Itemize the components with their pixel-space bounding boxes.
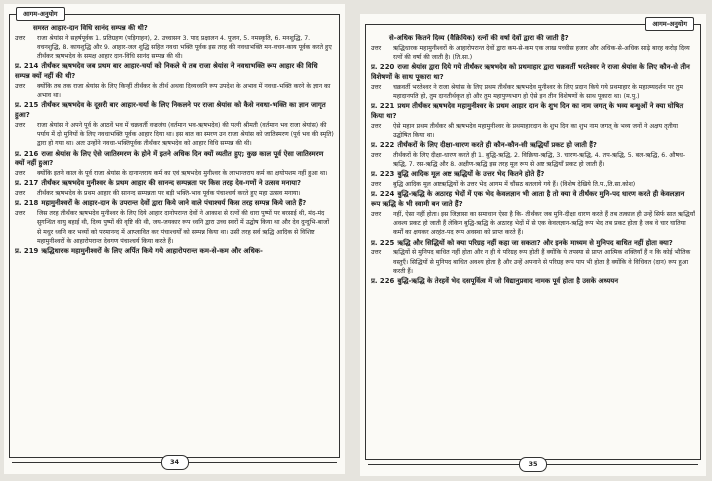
answer-label: उत्तर [371, 249, 382, 257]
question-text: राजा श्रेयांस के लिए ऐसे जातिस्मरण के होने में इतने अधिक दिन क्यों व्यतीत हुए; कुछ काल पूर्व ऐसा जातिस्मरण क्यों नहीं हुआ? [15, 149, 324, 168]
question-number: प्र. 219 [15, 247, 39, 256]
question-text: बुद्धि-ऋद्धि के तेरहवें भेद दसपूर्वित्व में जो विद्यानुप्रवाद नामक पूर्व होता है उसके अध्ययन [397, 277, 619, 286]
question [15, 179, 334, 189]
answer-label: उत्तर [15, 170, 26, 178]
answer-text: बुद्धि आदिक मूल अष्टऋद्धियों के उत्तर भेद आगम में चौंसठ बतलाये गये हैं। (विशेष देखिये ति.प.,ति.सा.कोश) [393, 181, 636, 189]
question-number: प्र. 218 [15, 199, 39, 208]
answer-text: क्योंकि इतने काल के पूर्व राजा श्रेयांस के दानान्तराय कर्म का एवं ऋषभदेव मुनीश्वर के लाभान्तराय कर्म का क्षयोपशम नहीं हुआ था। [37, 170, 328, 178]
answer [15, 189, 334, 198]
answer-label: उत्तर [371, 83, 382, 91]
question-number: प्र. 223 [371, 170, 395, 179]
page-header-tab: आगम-अनुयोग [16, 7, 65, 21]
answer-text: राजा श्रेयांस ने सहर्षपूर्वक 1. प्रतिग्रहण (पड़िगाहन), 2. उच्चासन 3. पाद प्रक्षालन 4. पूजन, 5. नमस्कृति, 6. मनशुद्धि, 7. वचनशुद्धि, 8. कायशुद्धि और 9. आहार-जल शुद्धि सहित नवधा भक्ति पूर्वक इस तरह की नवधाभक्ति मन-वचन-काय पूर्वक करते हुए तीर्थंकर ऋषभदेव के समक्ष आहार दान-विधि सानंद सम्पन्न की थी। [37, 34, 332, 61]
question-number: प्र. 222 [371, 141, 395, 150]
question [371, 141, 695, 151]
answer-label: उत्तर [371, 44, 382, 52]
page-content [371, 34, 695, 452]
question-text: तीर्थंकर ऋषभदेव जब प्रथम बार आहार-चर्या को निकले थे तब राजा श्रेयांस ने नवधाभक्ति रूप आहार की विधि सम्पन्न क्यों नहीं की थी? [15, 62, 318, 81]
qa-list [371, 44, 695, 287]
question-text: राजा श्रेयांस द्वारा दिये गये तीर्थंकर ऋषभदेव को प्रथमाहार द्वारा चक्रवर्ती भरतेश्वर ने राजा श्रेयांस के लिए कौन-से तीन विशेषणों के साथ पूकारा था? [371, 63, 690, 81]
question-number: प्र. 214 [15, 62, 39, 71]
answer-label: उत्तर [15, 83, 26, 90]
qa-list [15, 34, 334, 257]
continued-question: समस्त आहार-दान विधि सानंद सम्पन्न की थी? [33, 24, 148, 32]
answer-text: ऋद्धिधारक महामुनीश्वरों के आहारोपरान्त देवों द्वारा कम-से-कम एक लाख पच्चीस हजार और अधिक-से-अधिक साढ़े बारह करोड़ दिव्य रत्नों की वर्षा की जाती है। (ति.सा.) [393, 44, 690, 61]
question [371, 239, 695, 249]
question-number: प्र. 224 [371, 190, 395, 199]
answer [371, 83, 695, 101]
answer-label: उत्तर [15, 122, 26, 129]
answer [371, 44, 695, 62]
answer-text: ऐसे महान प्रथम तीर्थंकर श्री ऋषभदेव महामुनीश्वर के प्रथमाहारदान के शुभ दिन का शुभ नाम जगत् के भव्य जनों ने अक्षय तृतीया उद्घोषित किया था। [393, 122, 678, 139]
question-text: तीर्थंकर ऋषभदेव के दूसरी बार आहार-चर्या के लिए निकलने पर राजा श्रेयांस को कैसे नवधा-भक्ति का ज्ञान जागृत हुआ? [15, 101, 326, 120]
question-number: प्र. 221 [371, 102, 395, 111]
answer-text: चक्रवर्ती भरतेश्वर ने राजा श्रेयांस के लिए प्रथम तीर्थंकर ऋषभदेव मुनीश्वर के लिए प्रदान किये गये प्रथमाहार के महात्म्यदर्शन पर तुम महादानपति हो, तुम दानतीर्थकृत हो और तुम महापुण्यभाग हो ऐसे इन तीन विशेषणों के साथ पूकारा था। (म.पु.) [393, 83, 683, 100]
question [371, 170, 695, 180]
answer-text: ऋद्धियों से मुनिपद बाधित नहीं होता और न ही ये परिग्रह रूप होती हैं क्योंकि ये तपस्या से प्राप्त आत्मिक शक्तियाँ हैं न कि कोई भौतिक वस्तुएँ। सिद्धियों से मुनिपद बाधित अवश्य होता है और उन्हें अपनाने से परिग्रह रूप पाप भी होता है क्योंकि वे विधिवत (दान) रूप हुआ करती हैं। [393, 249, 691, 275]
question-text: तीर्थंकरों के लिए दीक्षा-धारण करते ही कौन-कौन-सी ऋद्धियाँ प्रकट हो जाती हैं? [397, 141, 597, 150]
question-number: प्र. 226 [371, 277, 395, 286]
question [371, 63, 695, 83]
answer [15, 169, 334, 178]
answer-text: जिस तरह तीर्थंकर ऋषभदेव मुनीश्वर के लिए दिये आहार दानोपरान्त देवों ने आकाश से रत्नों की धारा पुष्पों पर बरसाई थी, मंद-मंद सुगन्धित वायु बहाई थी, दिव्य पुष्पों की वृष्टि की थी, जय-जयकार रूप ध्वनि द्वारा उच्च स्वरों में उद्घोष किया था और देव दुन्दुभि-बाजों से मधुर ध्वनि कर भव्यों को परमानन्द में आप्लावित कर पंचाश्चर्यों को सम्पन्न किया था। उसी तरह सर्व ऋद्धि आदिक से विशिष्ट महामुनीश्वरों के आहारोपरान्त देवगण पंचाश्चर्य किया करते हैं। [37, 210, 330, 245]
question-text: बुद्धि आदिक मूल अष्ट ऋद्धियों के उत्तर भेद कितने होते हैं? [397, 170, 545, 179]
answer [15, 121, 334, 149]
answer [15, 82, 334, 100]
question-text: ऋद्धि और सिद्धियों को क्या परिग्रह नहीं कहा जा सकता? और इनके माध्यम से मुनिपद बाधित नहीं होता क्या? [397, 238, 673, 247]
page-number: 35 [519, 457, 547, 472]
question-number: प्र. 217 [15, 179, 39, 188]
question-text: महामुनीश्वरों के आहार-दान के उपरान्त देवों द्वारा किये जाने वाले पंचाश्चर्य किस तरह सम्पन्न किये जाते हैं? [41, 199, 307, 208]
answer-text: तीर्थंकर ऋषभदेव के प्रथम आहार की सानन्द सम्पन्नता पर बड़ी भक्ति-भाव पूर्वक पंचाश्चर्य करते हुए महा उत्सव मनाया। [37, 190, 301, 198]
answer-label: उत्तर [15, 34, 26, 42]
answer-text: तीर्थंकरों के लिए दीक्षा-धारण करते ही 1. बुद्धि-ऋद्धि, 2. विक्रिया-ऋद्धि, 3. चारण-ऋद्धि, 4. तप-ऋद्धि, 5. बल-ऋद्धि, 6. औषध-ऋद्धि, 7. रस-ऋद्धि और 8. अक्षीण-ऋद्धि इस तरह मूल रूप से अष्ट ऋद्धियाँ प्रकट हो जाती हैं। [393, 152, 686, 169]
question [15, 62, 334, 82]
question [15, 101, 334, 121]
left-page [4, 4, 345, 474]
answer-label: उत्तर [15, 190, 26, 198]
question [371, 102, 695, 122]
answer [371, 122, 695, 140]
page-number: 34 [161, 455, 189, 470]
answer-text: नहीं, ऐसा नहीं होता। इस जिज्ञासा का समाधान ऐसा है कि- तीर्थंकर जब मुनि-दीक्षा धारण करते हैं तब तत्काल ही उन्हें सिर्फ सात ऋद्धियाँ अवश्य प्रकट हो जाती हैं लेकिन बुद्धि-ऋद्धि के अठारह भेदों में से एक केवलज्ञान-ऋद्धि रूप भेद तब प्रकट होता है जब वे चार घातिया कर्मों का क्षयकर अरहंत-पद रूप अवस्था को प्राप्त करते हैं। [393, 211, 695, 237]
right-page [360, 14, 706, 476]
question [371, 277, 695, 287]
question-number: प्र. 220 [371, 63, 395, 72]
answer [15, 209, 334, 246]
question [15, 247, 334, 257]
answer-label: उत्तर [371, 122, 382, 130]
question-number: प्र. 225 [371, 238, 395, 247]
question [371, 190, 695, 210]
answer-text: क्योंकि तब तक राजा श्रेयांस के लिए किन्हीं तीर्थंकर के तीर्थ अथवा दिव्यध्वनि रूप उपदेश के अभाव में नवधा-भक्ति करने के ज्ञान का अभाव था। [37, 83, 331, 100]
continued-question: से-अधिक कितने दिव्य (वैक्रियिक) रत्नों की वर्षा देवों द्वारा की जाती है? [389, 34, 569, 42]
question-text: बुद्धि-ऋद्धि के अठारह भेदों में एक भेद केवलज्ञान भी आता है तो क्या वे तीर्थंकर मुनि-पद धारण करते ही केवलज्ञान रूप ऋद्धि के भी स्वामी बन जाते हैं? [371, 190, 685, 209]
answer [371, 210, 695, 238]
answer-text: राजा श्रेयांस ने अपने पूर्व के आठवें भव में चक्रवर्ती वज्रजंघ (वर्तमान भव-ऋषभदेव) की पत्नी श्रीमती (वर्तमान भव राजा श्रेयांस) की पर्याय में दो मुनियों के लिए नवधाभक्ति पूर्वक आहार दिया था। इस बात का स्मरण उन राजा श्रेयांस को जातिस्मरण (पूर्व भव की स्मृति) द्वारा हो गया था। अतः उन्होंने नवधा-भक्तिपूर्वक तीर्थंकर ऋषभदेव को आहार विधि सम्पन्न की थी। [37, 122, 334, 148]
answer [371, 151, 695, 169]
answer [15, 34, 334, 62]
question-text: ऋद्धिधारक महामुनीश्वरों के लिए अर्पित किये गये आहारोपरान्त कम-से-कम और अधिक- [41, 247, 263, 256]
answer-label: उत्तर [15, 210, 26, 218]
question [15, 150, 334, 170]
question-number: प्र. 216 [15, 149, 39, 158]
answer-label: उत्तर [371, 211, 382, 218]
question-text: प्रथम तीर्थंकर ऋषभदेव महामुनीश्वर के प्रथम आहार दान के शुभ दिन का नाम जगत् के भव्य बन्धुओं ने क्या घोषित किया था? [371, 102, 684, 120]
answer-label: उत्तर [371, 181, 382, 189]
answer [371, 180, 695, 189]
page-header-tab: आगम-अनुयोग [645, 17, 694, 31]
question-text: तीर्थंकर ऋषभदेव मुनीश्वर के प्रथम आहार की सानन्द सम्पन्नता पर किस तरह देव-गणों ने उत्सव मनाया? [41, 179, 302, 188]
page-content [15, 24, 334, 450]
question-number: प्र. 215 [15, 101, 39, 110]
question [15, 199, 334, 209]
answer [371, 248, 695, 276]
answer-label: उत्तर [371, 152, 382, 159]
